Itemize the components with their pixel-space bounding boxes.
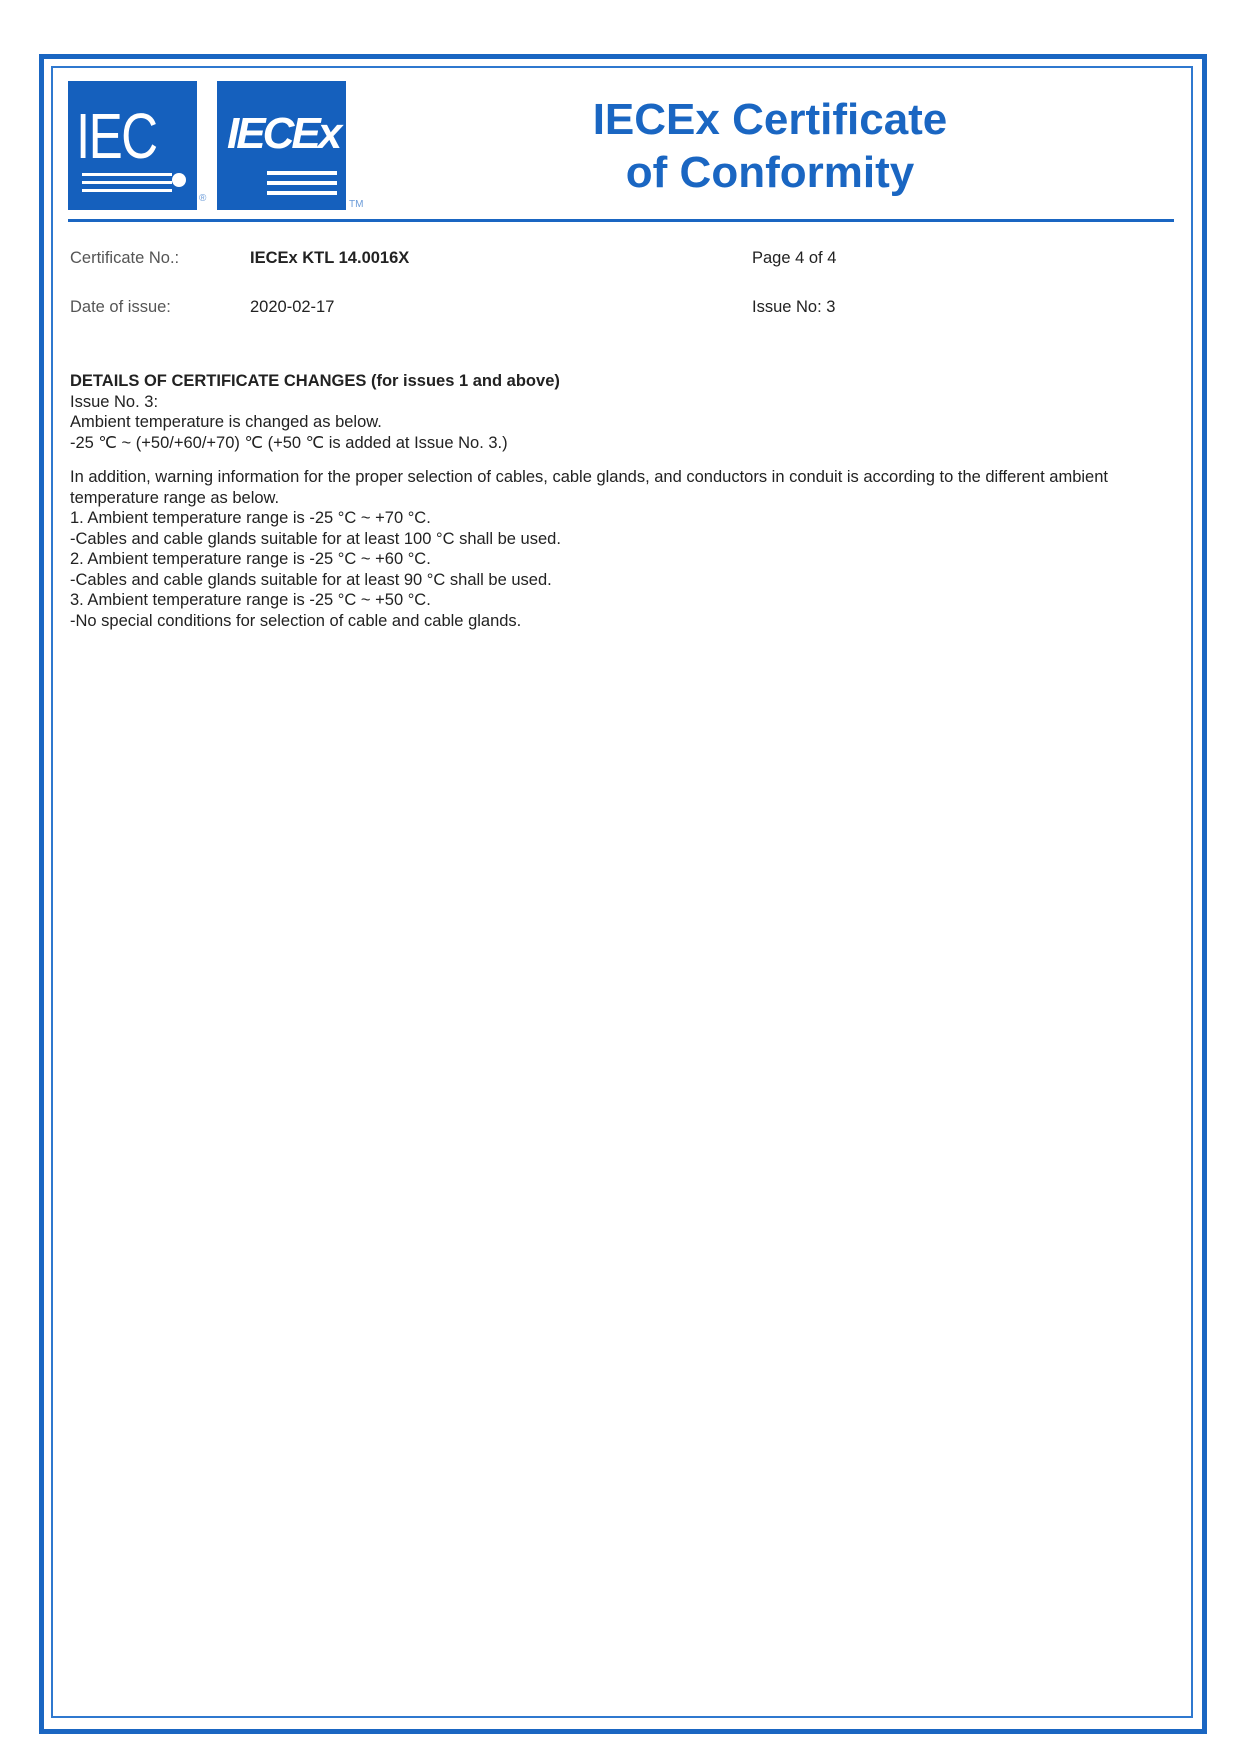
- date-of-issue-value: 2020-02-17: [250, 298, 335, 316]
- issue-number: Issue No: 3: [752, 298, 836, 316]
- warning-line: -Cables and cable glands suitable for at least 90 °C shall be used.: [70, 570, 552, 589]
- certificate-no-value: IECEx KTL 14.0016X: [250, 249, 410, 267]
- warning-paragraph: In addition, warning information for the proper selection of cables, cable glands, and conductors in conduit is according to the different ambient temperature range as below.: [70, 468, 1108, 507]
- changes-line: -25 ℃ ~ (+50/+60/+70) ℃ (+50 ℃ is added at Issue No. 3.): [70, 433, 508, 452]
- title-line-1: IECEx Certificate: [592, 95, 948, 144]
- warning-line: -Cables and cable glands suitable for at least 100 °C shall be used.: [70, 529, 561, 548]
- inner-border: [51, 66, 1193, 1718]
- page-number: Page 4 of 4: [752, 249, 837, 267]
- iecex-logo: [217, 81, 346, 210]
- trademark-mark: TM: [349, 199, 364, 210]
- certificate-no-label: Certificate No.:: [70, 249, 180, 267]
- changes-line: Ambient temperature is changed as below.: [70, 413, 382, 431]
- title-line-2: of Conformity: [625, 148, 915, 197]
- changes-line: Issue No. 3:: [70, 392, 159, 411]
- warning-line: 1. Ambient temperature range is -25 °C ~ +70 °C.: [70, 509, 431, 527]
- iec-logo-text: IEC: [76, 100, 157, 172]
- iec-logo: [68, 81, 197, 210]
- warning-line: 3. Ambient temperature range is -25 °C ~ +50 °C.: [70, 591, 431, 609]
- warning-line: -No special conditions for selection of cable and cable glands.: [70, 611, 522, 630]
- registered-mark: ®: [199, 193, 207, 204]
- warning-line: 2. Ambient temperature range is -25 °C ~ +60 °C.: [70, 550, 431, 568]
- header-divider: [68, 219, 1174, 222]
- changes-heading: DETAILS OF CERTIFICATE CHANGES (for issues 1 and above): [70, 372, 560, 390]
- iecex-logo-text: IECEx: [227, 109, 340, 158]
- certificate-changes: [70, 371, 1170, 631]
- date-of-issue-label: Date of issue:: [70, 298, 171, 316]
